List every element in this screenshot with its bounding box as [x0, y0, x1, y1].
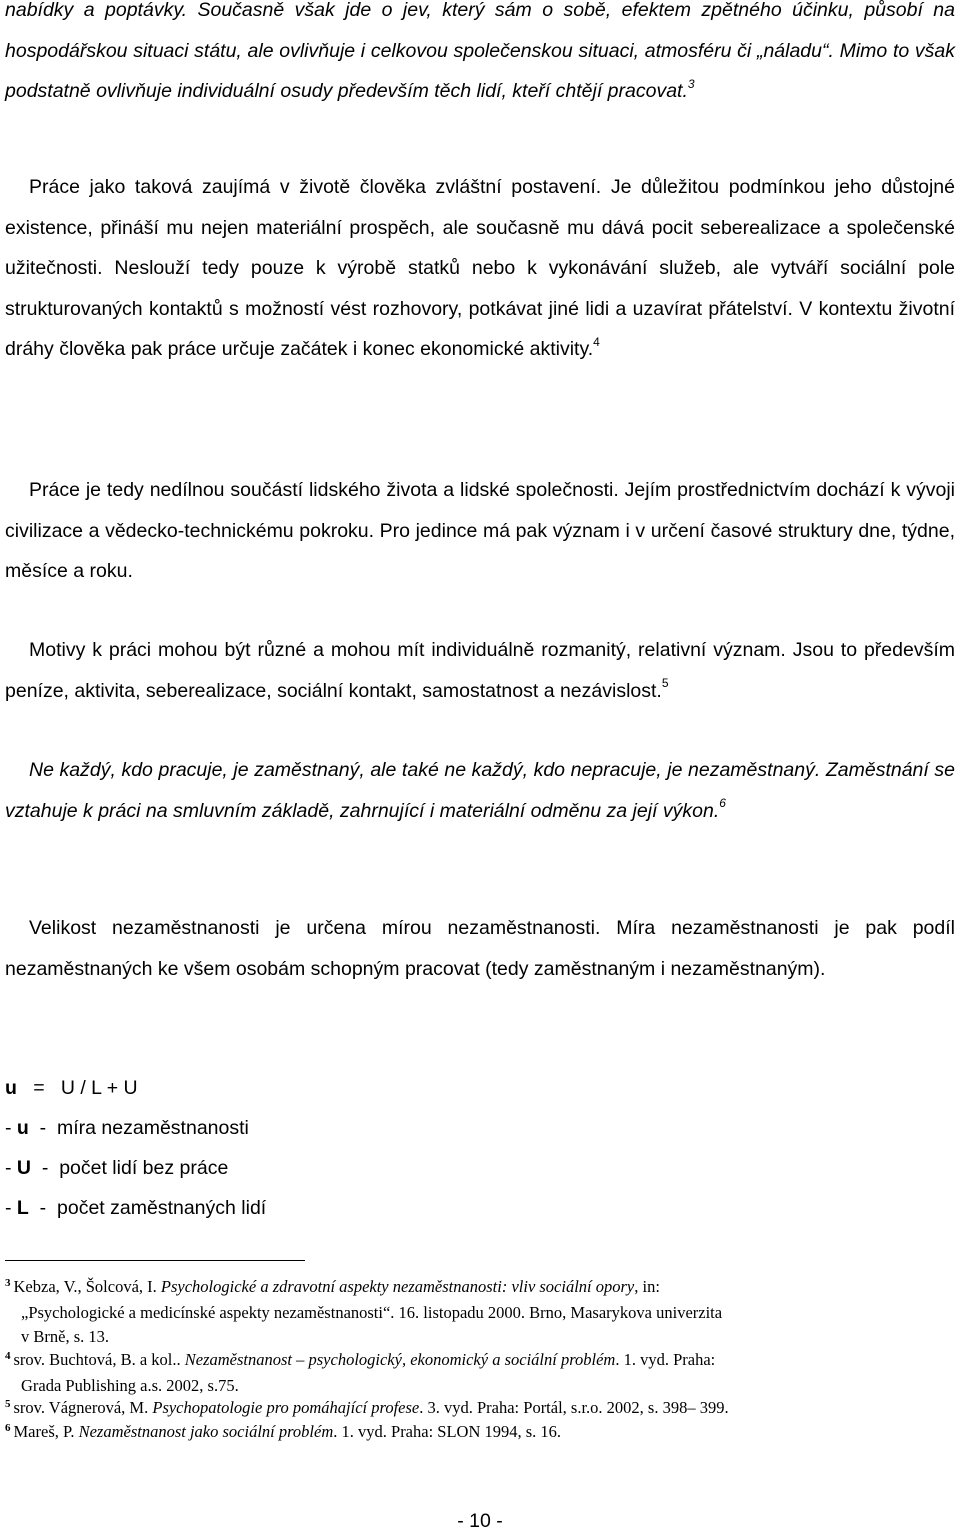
paragraph-unemployment-rate: Velikost nezaměstnanosti je určena mírou nezaměstnanosti. Míra nezaměstnanosti je pak podíl nezaměstnaných ke všem osobám schopným pracovat (tedy zaměstnaným i nezaměstnaným). [5, 917, 955, 980]
footnote-4: $^4$ srov. Buchtová, B. a kol.. Nezaměstnanost – psychologický, ekonomický a sociální problém. 1. vyd. Praha: Grada Publishing a.s. 2002, s.75. [5, 1350, 716, 1395]
footnote-3: $^3$ Kebza, V., Šolcová, I. Psychologické a zdravotní aspekty nezaměstnanosti: vliv sociální opory, in: „Psychologické a medicínské aspekty nezaměstnanosti“. 16. listopadu 2000. Brno, Masarykova univerzita v Brně, s. 13. [5, 1277, 723, 1346]
paragraph-work-position: Práce jako taková zaujímá v životě člověka zvláštní postavení. Je důležitou podmínkou jeho důstojné existence, přináší mu nejen materiální prospěch, ale současně mu dává pocit seberealizace a společenské užitečnosti. Neslouží tedy pouze k výrobě statků nebo k vykonávání služeb, ale vytváří sociální pole strukturovaných kontaktů s možností vést rozhovory, potkávat jiné lidi a uzavírat přátelství. V kontextu životní dráhy člověka pak práce určuje začátek i konec ekonomické aktivity.$^4$ [5, 176, 955, 360]
formula-equation: u = U / L + U [5, 1077, 138, 1099]
footnote-ref-5: 5 [661, 676, 669, 690]
formula-def-L: - L - počet zaměstnaných lidí [5, 1197, 267, 1219]
footnote-ref-4: 4 [593, 334, 600, 349]
paragraph-intro: nabídky a poptávky. Současně však jde o jev, který sám o sobě, efektem zpětného účinku, působí na hospodářskou situaci státu, ale ovlivňuje i celkovou společenskou situaci, atmosféru či „náladu“. Mimo to však podstatně ovlivňuje individuální osudy především těch lidí, kteří chtějí pracovat.$^3$ [5, 0, 955, 102]
paragraph-employment: Ne každý, kdo pracuje, je zaměstnaný, ale také ne každý, kdo nepracuje, je nezaměstnaný. Zaměstnání se vztahuje k práci na smluvním základě, zahrnující i materiální odměnu za její výkon.$^6$ [5, 759, 955, 822]
footnote-6: $^6$ Mareš, P. Nezaměstnanost jako sociální problém. 1. vyd. Praha: SLON 1994, s. 16. [5, 1422, 562, 1441]
formula-def-u: - u - míra nezaměstnanosti [5, 1117, 249, 1139]
footnote-separator [5, 1260, 305, 1261]
footnote-ref-6: 6 [719, 796, 726, 810]
paragraph-motives: Motivy k práci mohou být různé a mohou mít individuálně rozmanitý, relativní význam. Jsou to především peníze, aktivita, seberealizace, sociální kontakt, samostatnost a nezávislost.$^5$ [5, 639, 955, 702]
unemployment-formula [5, 1068, 266, 1228]
formula-def-U: - U - počet lidí bez práce [5, 1157, 229, 1179]
paragraph-work-part-of-life: Práce je tedy nedílnou součástí lidského života a lidské společnosti. Jejím prostřednictvím dochází k vývoji civilizace a vědecko-technickému pokroku. Pro jedince má pak význam i v určení časové struktury dne, týdne, měsíce a roku. [5, 479, 955, 582]
footnote-ref-3: 3 [687, 76, 695, 91]
footnote-5: $^5$ srov. Vágnerová, M. Psychopatologie pro pomáhající profese. 3. vyd. Praha: Portál, s.r.o. 2002, s. 398– 399. [5, 1398, 729, 1417]
page-number: - 10 - [457, 1510, 503, 1532]
